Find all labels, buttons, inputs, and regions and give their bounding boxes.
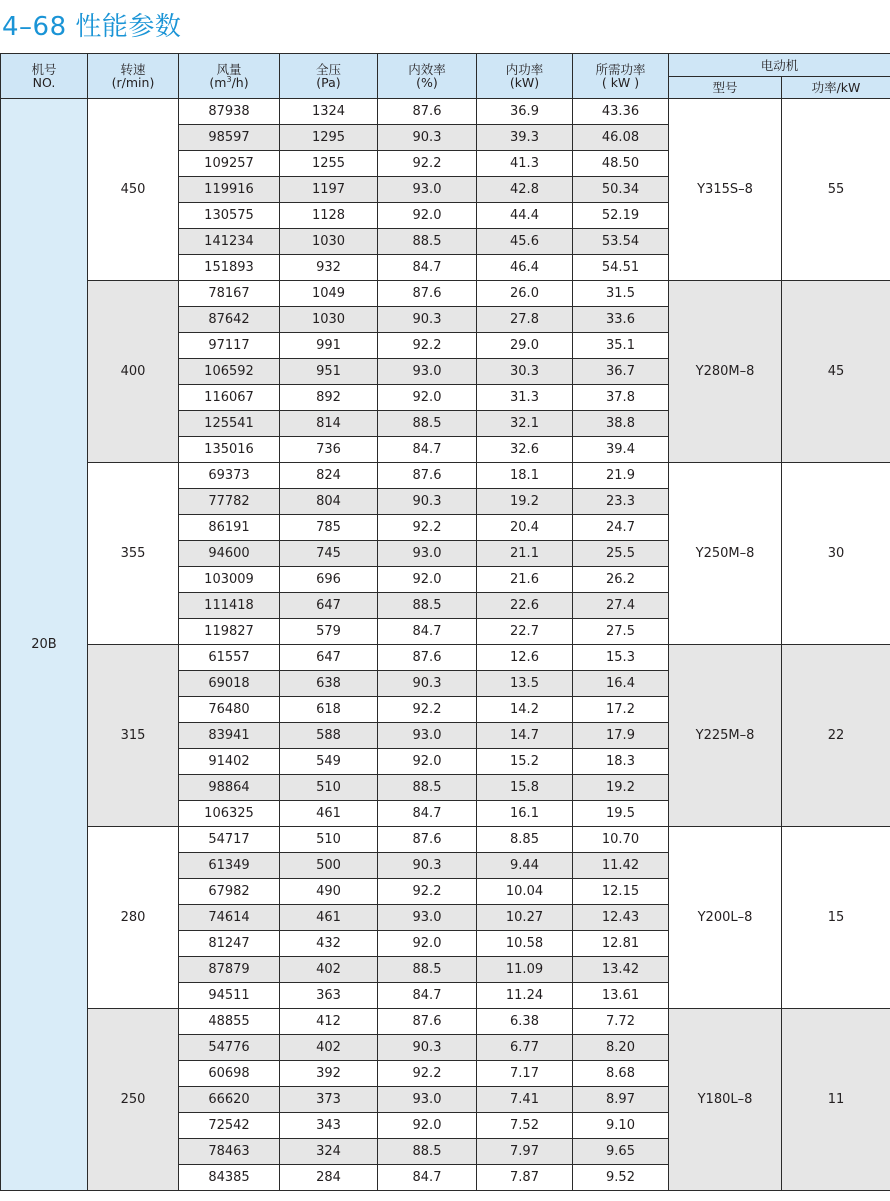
efficiency-cell: 92.2: [378, 879, 477, 905]
required-power-cell: 11.42: [573, 853, 669, 879]
machine-no-cell: 20B: [1, 99, 88, 1191]
internal-power-cell: 7.52: [477, 1113, 573, 1139]
efficiency-cell: 90.3: [378, 1035, 477, 1061]
table-row: [1, 1009, 890, 1035]
required-power-cell: 27.5: [573, 619, 669, 645]
speed-cell: 400: [88, 281, 179, 463]
motor-model-cell: Y200L–8: [669, 827, 782, 1009]
required-power-cell: 53.54: [573, 229, 669, 255]
pressure-cell: 932: [280, 255, 378, 281]
airflow-cell: 94600: [179, 541, 280, 567]
efficiency-cell: 92.0: [378, 1113, 477, 1139]
internal-power-cell: 21.1: [477, 541, 573, 567]
efficiency-cell: 88.5: [378, 1139, 477, 1165]
airflow-cell: 141234: [179, 229, 280, 255]
pressure-cell: 1324: [280, 99, 378, 125]
required-power-cell: 17.9: [573, 723, 669, 749]
speed-cell: 280: [88, 827, 179, 1009]
required-power-cell: 17.2: [573, 697, 669, 723]
efficiency-cell: 92.0: [378, 385, 477, 411]
header-speed-unit: (r/min): [111, 75, 155, 90]
internal-power-cell: 44.4: [477, 203, 573, 229]
pressure-cell: 373: [280, 1087, 378, 1113]
pressure-cell: 392: [280, 1061, 378, 1087]
internal-power-cell: 42.8: [477, 177, 573, 203]
table-row: [1, 281, 890, 307]
speed-cell: 355: [88, 463, 179, 645]
pressure-cell: 1255: [280, 151, 378, 177]
pressure-cell: 412: [280, 1009, 378, 1035]
required-power-cell: 12.15: [573, 879, 669, 905]
pressure-cell: 618: [280, 697, 378, 723]
airflow-cell: 119916: [179, 177, 280, 203]
efficiency-cell: 93.0: [378, 359, 477, 385]
speed-cell: 250: [88, 1009, 179, 1191]
airflow-cell: 116067: [179, 385, 280, 411]
airflow-cell: 78463: [179, 1139, 280, 1165]
internal-power-cell: 46.4: [477, 255, 573, 281]
internal-power-cell: 30.3: [477, 359, 573, 385]
efficiency-cell: 90.3: [378, 853, 477, 879]
efficiency-cell: 84.7: [378, 619, 477, 645]
efficiency-cell: 92.2: [378, 515, 477, 541]
efficiency-cell: 93.0: [378, 1087, 477, 1113]
motor-power-cell: 30: [782, 463, 890, 645]
required-power-cell: 27.4: [573, 593, 669, 619]
required-power-cell: 21.9: [573, 463, 669, 489]
required-power-cell: 9.52: [573, 1165, 669, 1191]
efficiency-cell: 92.2: [378, 697, 477, 723]
internal-power-cell: 14.2: [477, 697, 573, 723]
table-row: [1, 827, 890, 853]
internal-power-cell: 10.04: [477, 879, 573, 905]
internal-power-cell: 29.0: [477, 333, 573, 359]
table-header: [1, 54, 890, 99]
pressure-cell: 814: [280, 411, 378, 437]
header-airflow: [179, 54, 280, 99]
internal-power-cell: 7.17: [477, 1061, 573, 1087]
required-power-cell: 9.65: [573, 1139, 669, 1165]
motor-model-cell: Y315S–8: [669, 99, 782, 281]
efficiency-cell: 88.5: [378, 229, 477, 255]
header-efficiency-unit: (%): [416, 75, 438, 90]
required-power-cell: 19.2: [573, 775, 669, 801]
pressure-cell: 432: [280, 931, 378, 957]
header-pressure: [280, 54, 378, 99]
pressure-cell: 510: [280, 827, 378, 853]
efficiency-cell: 92.0: [378, 567, 477, 593]
speed-cell: 315: [88, 645, 179, 827]
internal-power-cell: 7.97: [477, 1139, 573, 1165]
airflow-cell: 98864: [179, 775, 280, 801]
airflow-cell: 135016: [179, 437, 280, 463]
efficiency-cell: 90.3: [378, 125, 477, 151]
pressure-cell: 745: [280, 541, 378, 567]
efficiency-cell: 88.5: [378, 411, 477, 437]
pressure-cell: 461: [280, 801, 378, 827]
internal-power-cell: 6.77: [477, 1035, 573, 1061]
efficiency-cell: 84.7: [378, 801, 477, 827]
internal-power-cell: 16.1: [477, 801, 573, 827]
internal-power-cell: 6.38: [477, 1009, 573, 1035]
pressure-cell: 638: [280, 671, 378, 697]
internal-power-cell: 32.1: [477, 411, 573, 437]
efficiency-cell: 88.5: [378, 775, 477, 801]
header-airflow-unit: [179, 76, 279, 89]
required-power-cell: 7.72: [573, 1009, 669, 1035]
required-power-cell: 25.5: [573, 541, 669, 567]
internal-power-cell: 12.6: [477, 645, 573, 671]
pressure-cell: 1030: [280, 307, 378, 333]
airflow-cell: 151893: [179, 255, 280, 281]
header-motor: 电动机: [669, 54, 890, 77]
required-power-cell: 24.7: [573, 515, 669, 541]
airflow-cell: 81247: [179, 931, 280, 957]
internal-power-cell: 10.27: [477, 905, 573, 931]
pressure-cell: 647: [280, 645, 378, 671]
airflow-cell: 106325: [179, 801, 280, 827]
efficiency-cell: 93.0: [378, 177, 477, 203]
required-power-cell: 12.43: [573, 905, 669, 931]
motor-model-cell: Y180L–8: [669, 1009, 782, 1191]
pressure-cell: 402: [280, 957, 378, 983]
required-power-cell: 37.8: [573, 385, 669, 411]
internal-power-cell: 26.0: [477, 281, 573, 307]
header-motor-model: 型号: [669, 77, 782, 99]
efficiency-cell: 90.3: [378, 307, 477, 333]
pressure-cell: 824: [280, 463, 378, 489]
table-body: [1, 99, 890, 1191]
efficiency-cell: 87.6: [378, 281, 477, 307]
airflow-cell: 54776: [179, 1035, 280, 1061]
required-power-cell: 43.36: [573, 99, 669, 125]
motor-power-cell: 15: [782, 827, 890, 1009]
header-machine-no-en: NO.: [32, 75, 56, 90]
header-required-power-cn: 所需功率: [595, 62, 646, 77]
airflow-cell: 87879: [179, 957, 280, 983]
internal-power-cell: 7.87: [477, 1165, 573, 1191]
efficiency-cell: 88.5: [378, 957, 477, 983]
pressure-cell: 510: [280, 775, 378, 801]
pressure-cell: 588: [280, 723, 378, 749]
pressure-cell: 951: [280, 359, 378, 385]
unit-pre: (m: [209, 75, 227, 90]
required-power-cell: 12.81: [573, 931, 669, 957]
header-speed: [88, 54, 179, 99]
required-power-cell: 50.34: [573, 177, 669, 203]
efficiency-cell: 84.7: [378, 255, 477, 281]
efficiency-cell: 87.6: [378, 645, 477, 671]
pressure-cell: 324: [280, 1139, 378, 1165]
internal-power-cell: 20.4: [477, 515, 573, 541]
efficiency-cell: 87.6: [378, 1009, 477, 1035]
required-power-cell: 8.68: [573, 1061, 669, 1087]
header-internal-power-cn: 内功率: [505, 62, 544, 77]
required-power-cell: 19.5: [573, 801, 669, 827]
internal-power-cell: 27.8: [477, 307, 573, 333]
header-efficiency: [378, 54, 477, 99]
internal-power-cell: 11.09: [477, 957, 573, 983]
required-power-cell: 31.5: [573, 281, 669, 307]
pressure-cell: 500: [280, 853, 378, 879]
pressure-cell: 804: [280, 489, 378, 515]
required-power-cell: 8.97: [573, 1087, 669, 1113]
efficiency-cell: 87.6: [378, 463, 477, 489]
internal-power-cell: 41.3: [477, 151, 573, 177]
unit-sup: 3: [226, 74, 232, 84]
internal-power-cell: 19.2: [477, 489, 573, 515]
pressure-cell: 402: [280, 1035, 378, 1061]
speed-cell: 450: [88, 99, 179, 281]
required-power-cell: 8.20: [573, 1035, 669, 1061]
airflow-cell: 67982: [179, 879, 280, 905]
efficiency-cell: 93.0: [378, 905, 477, 931]
airflow-cell: 69373: [179, 463, 280, 489]
pressure-cell: 1128: [280, 203, 378, 229]
efficiency-cell: 84.7: [378, 437, 477, 463]
internal-power-cell: 9.44: [477, 853, 573, 879]
internal-power-cell: 11.24: [477, 983, 573, 1009]
efficiency-cell: 90.3: [378, 489, 477, 515]
airflow-cell: 86191: [179, 515, 280, 541]
header-efficiency-cn: 内效率: [408, 62, 446, 77]
required-power-cell: 35.1: [573, 333, 669, 359]
header-pressure-cn: 全压: [315, 62, 341, 77]
required-power-cell: 54.51: [573, 255, 669, 281]
pressure-cell: 785: [280, 515, 378, 541]
page-title: 4–68 性能参数: [2, 12, 182, 42]
required-power-cell: 33.6: [573, 307, 669, 333]
airflow-cell: 87642: [179, 307, 280, 333]
table-row: [1, 645, 890, 671]
airflow-cell: 77782: [179, 489, 280, 515]
motor-model-cell: Y250M–8: [669, 463, 782, 645]
internal-power-cell: 15.8: [477, 775, 573, 801]
airflow-cell: 97117: [179, 333, 280, 359]
internal-power-cell: 14.7: [477, 723, 573, 749]
internal-power-cell: 10.58: [477, 931, 573, 957]
pressure-cell: 1197: [280, 177, 378, 203]
required-power-cell: 46.08: [573, 125, 669, 151]
efficiency-cell: 84.7: [378, 983, 477, 1009]
airflow-cell: 60698: [179, 1061, 280, 1087]
internal-power-cell: 22.7: [477, 619, 573, 645]
internal-power-cell: 7.41: [477, 1087, 573, 1113]
airflow-cell: 130575: [179, 203, 280, 229]
pressure-cell: 490: [280, 879, 378, 905]
header-required-power-unit: ( kW ): [601, 75, 640, 90]
airflow-cell: 54717: [179, 827, 280, 853]
required-power-cell: 26.2: [573, 567, 669, 593]
airflow-cell: 48855: [179, 1009, 280, 1035]
internal-power-cell: 18.1: [477, 463, 573, 489]
pressure-cell: 647: [280, 593, 378, 619]
required-power-cell: 13.42: [573, 957, 669, 983]
airflow-cell: 74614: [179, 905, 280, 931]
required-power-cell: 23.3: [573, 489, 669, 515]
internal-power-cell: 13.5: [477, 671, 573, 697]
efficiency-cell: 90.3: [378, 671, 477, 697]
efficiency-cell: 92.0: [378, 203, 477, 229]
header-pressure-unit: (Pa): [316, 75, 341, 90]
pressure-cell: 343: [280, 1113, 378, 1139]
required-power-cell: 10.70: [573, 827, 669, 853]
airflow-cell: 84385: [179, 1165, 280, 1191]
motor-power-cell: 22: [782, 645, 890, 827]
internal-power-cell: 31.3: [477, 385, 573, 411]
efficiency-cell: 92.0: [378, 749, 477, 775]
header-machine-no: [1, 54, 88, 99]
airflow-cell: 66620: [179, 1087, 280, 1113]
airflow-cell: 61349: [179, 853, 280, 879]
required-power-cell: 52.19: [573, 203, 669, 229]
airflow-cell: 72542: [179, 1113, 280, 1139]
header-machine-no-cn: 机号: [31, 62, 57, 77]
required-power-cell: 9.10: [573, 1113, 669, 1139]
airflow-cell: 78167: [179, 281, 280, 307]
motor-power-cell: 11: [782, 1009, 890, 1191]
header-internal-power: [477, 54, 573, 99]
pressure-cell: 363: [280, 983, 378, 1009]
airflow-cell: 109257: [179, 151, 280, 177]
pressure-cell: 549: [280, 749, 378, 775]
pressure-cell: 991: [280, 333, 378, 359]
header-required-power: [573, 54, 669, 99]
pressure-cell: 284: [280, 1165, 378, 1191]
efficiency-cell: 92.0: [378, 931, 477, 957]
internal-power-cell: 32.6: [477, 437, 573, 463]
required-power-cell: 15.3: [573, 645, 669, 671]
required-power-cell: 48.50: [573, 151, 669, 177]
airflow-cell: 61557: [179, 645, 280, 671]
header-internal-power-unit: (kW): [509, 75, 540, 90]
required-power-cell: 18.3: [573, 749, 669, 775]
efficiency-cell: 92.2: [378, 151, 477, 177]
airflow-cell: 125541: [179, 411, 280, 437]
internal-power-cell: 8.85: [477, 827, 573, 853]
pressure-cell: 1049: [280, 281, 378, 307]
internal-power-cell: 21.6: [477, 567, 573, 593]
motor-power-cell: 45: [782, 281, 890, 463]
header-airflow-cn: 风量: [216, 62, 242, 77]
airflow-cell: 98597: [179, 125, 280, 151]
efficiency-cell: 92.2: [378, 333, 477, 359]
efficiency-cell: 84.7: [378, 1165, 477, 1191]
efficiency-cell: 87.6: [378, 99, 477, 125]
performance-table: [0, 53, 890, 1191]
pressure-cell: 736: [280, 437, 378, 463]
airflow-cell: 87938: [179, 99, 280, 125]
airflow-cell: 83941: [179, 723, 280, 749]
efficiency-cell: 87.6: [378, 827, 477, 853]
airflow-cell: 91402: [179, 749, 280, 775]
pressure-cell: 461: [280, 905, 378, 931]
table-row: [1, 99, 890, 125]
airflow-cell: 76480: [179, 697, 280, 723]
airflow-cell: 69018: [179, 671, 280, 697]
internal-power-cell: 22.6: [477, 593, 573, 619]
airflow-cell: 103009: [179, 567, 280, 593]
required-power-cell: 13.61: [573, 983, 669, 1009]
required-power-cell: 16.4: [573, 671, 669, 697]
header-speed-cn: 转速: [120, 62, 146, 77]
pressure-cell: 696: [280, 567, 378, 593]
required-power-cell: 39.4: [573, 437, 669, 463]
pressure-cell: 1295: [280, 125, 378, 151]
airflow-cell: 94511: [179, 983, 280, 1009]
unit-post: /h): [231, 75, 249, 90]
efficiency-cell: 93.0: [378, 723, 477, 749]
pressure-cell: 892: [280, 385, 378, 411]
required-power-cell: 36.7: [573, 359, 669, 385]
table-row: [1, 463, 890, 489]
internal-power-cell: 15.2: [477, 749, 573, 775]
motor-model-cell: Y225M–8: [669, 645, 782, 827]
pressure-cell: 579: [280, 619, 378, 645]
efficiency-cell: 92.2: [378, 1061, 477, 1087]
motor-power-cell: 55: [782, 99, 890, 281]
efficiency-cell: 93.0: [378, 541, 477, 567]
required-power-cell: 38.8: [573, 411, 669, 437]
internal-power-cell: 45.6: [477, 229, 573, 255]
motor-model-cell: Y280M–8: [669, 281, 782, 463]
airflow-cell: 111418: [179, 593, 280, 619]
airflow-cell: 106592: [179, 359, 280, 385]
pressure-cell: 1030: [280, 229, 378, 255]
internal-power-cell: 36.9: [477, 99, 573, 125]
airflow-cell: 119827: [179, 619, 280, 645]
header-motor-power: 功率/kW: [782, 77, 890, 99]
internal-power-cell: 39.3: [477, 125, 573, 151]
efficiency-cell: 88.5: [378, 593, 477, 619]
